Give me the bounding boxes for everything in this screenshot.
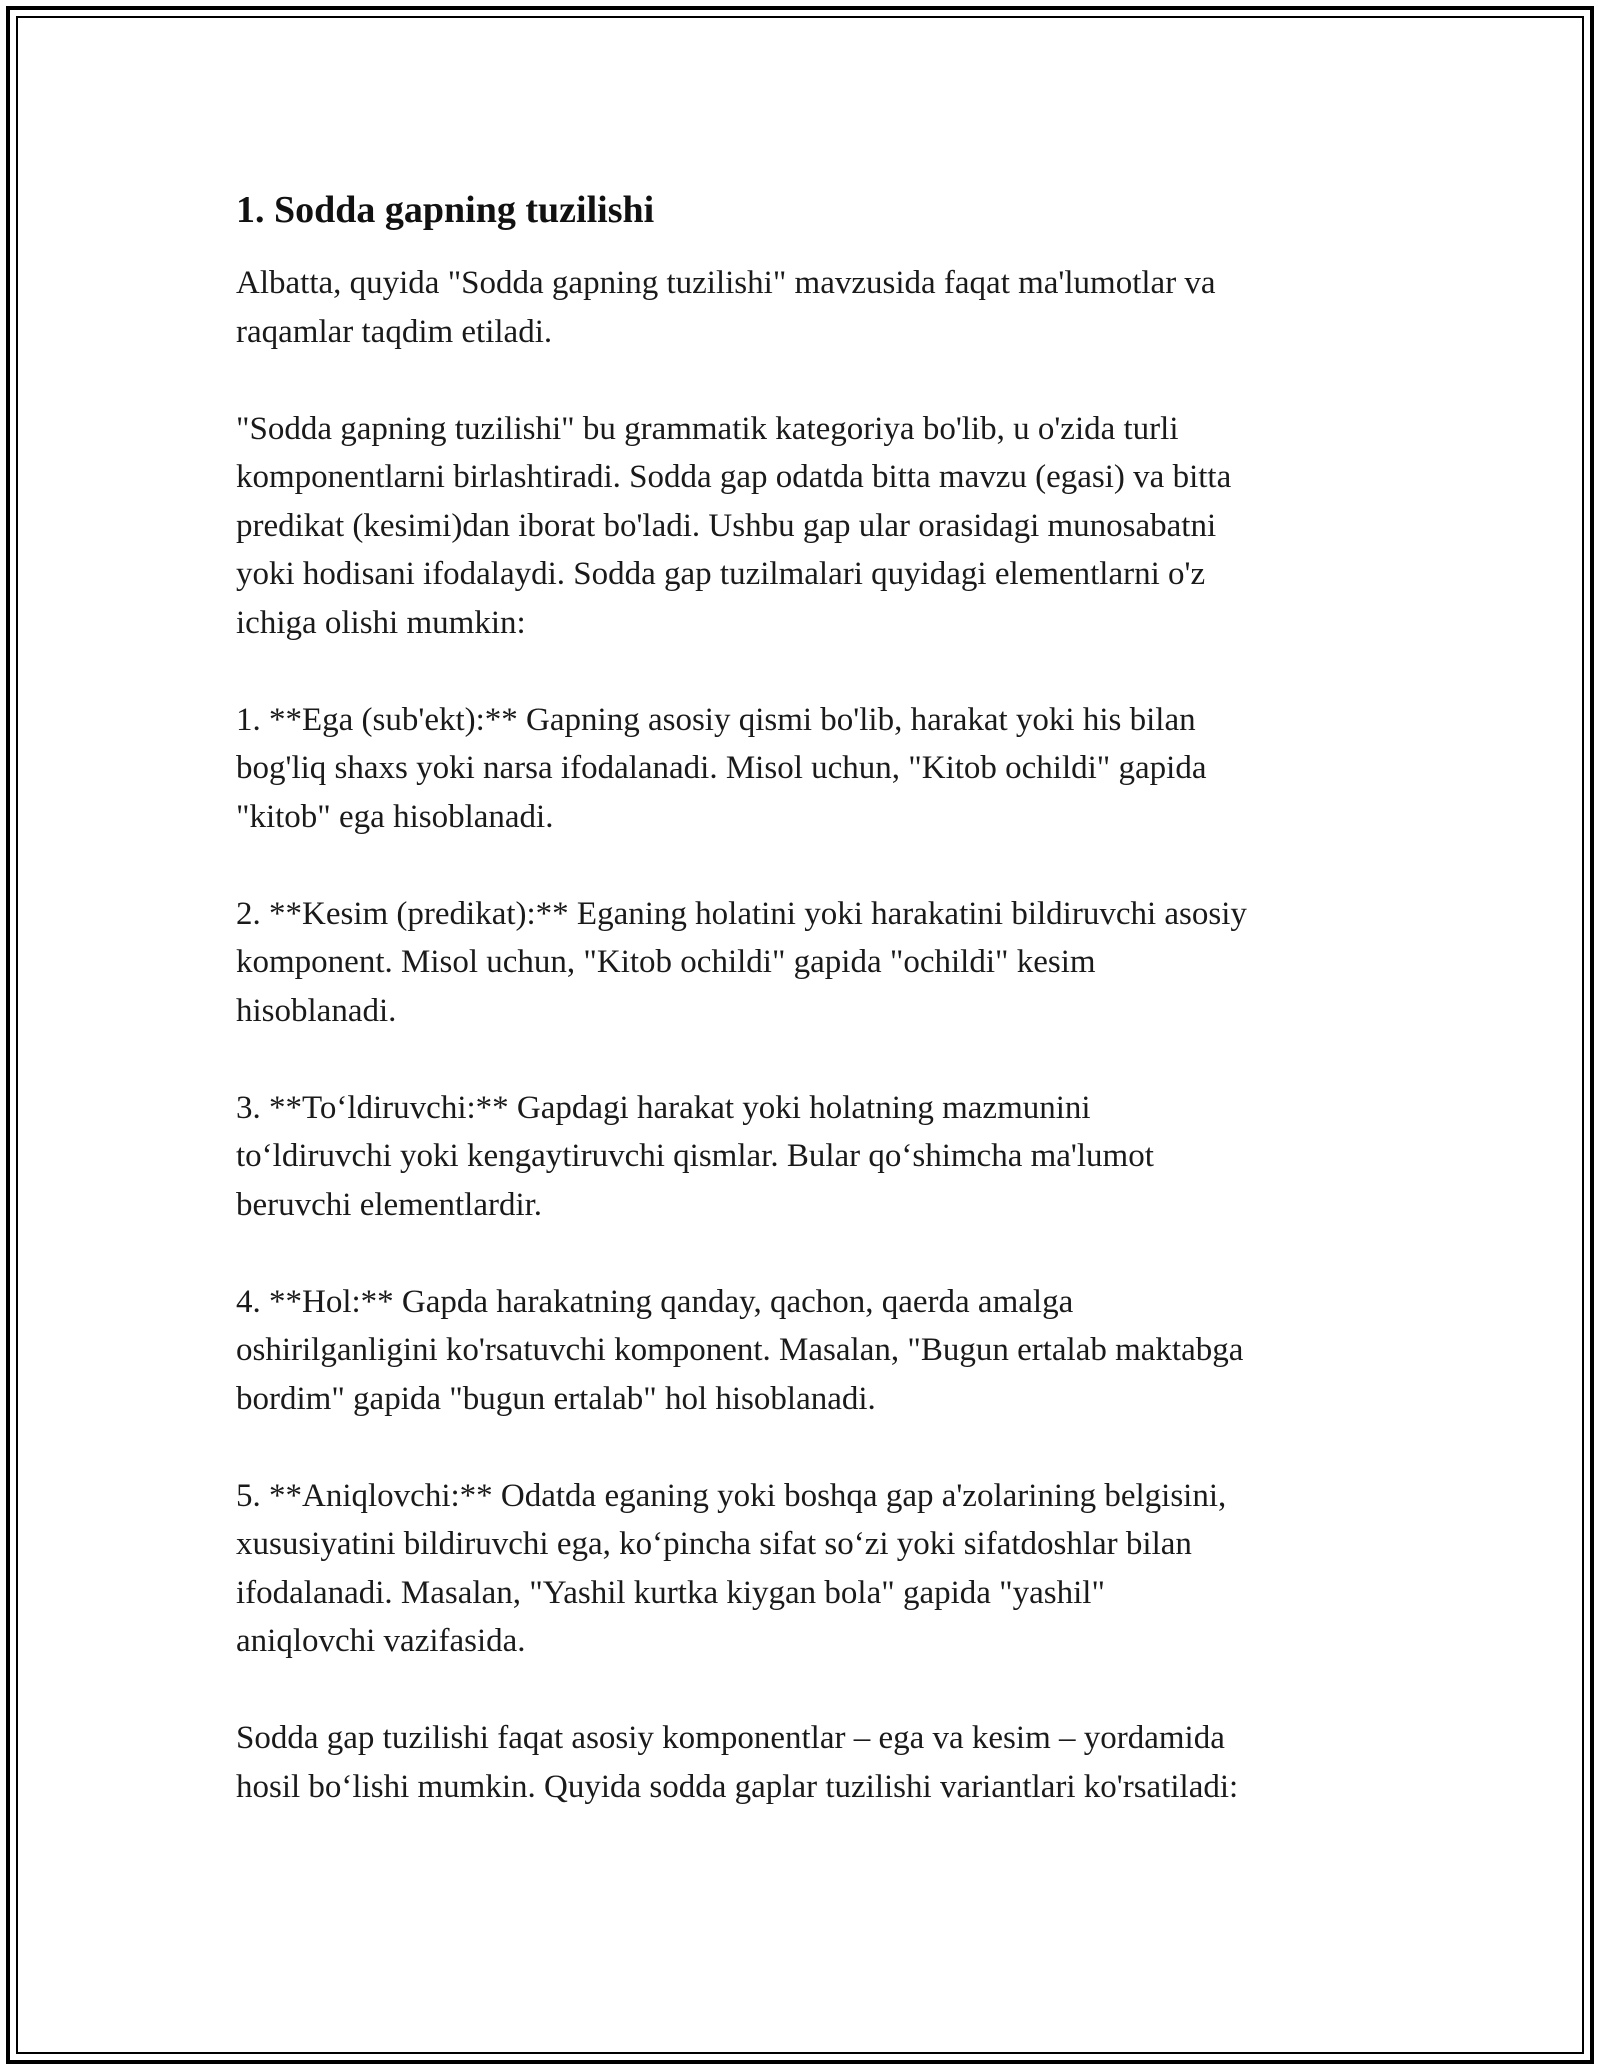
- definition-paragraph: "Sodda gapning tuzilishi" bu grammatik kategoriya bo'lib, u o'zida turli komponentlarni birlashtiradi. Sodda gap odatda bitta mavzu (egasi) va bitta predikat (kesimi)dan iborat bo'ladi. Ushbu gap ular orasidagi munosabatni yoki hodisani ifodalaydi. Sodda gap tuzilmalari quyidagi elementlarni o'z ichiga olishi mumkin:: [236, 410, 1232, 641]
- page-title: 1. Sodda gapning tuzilishi: [236, 189, 655, 231]
- document-body: [236, 186, 1376, 1860]
- list-item-toldiruvchi: 3. **To‘ldiruvchi:** Gapdagi harakat yoki holatning mazmunini to‘ldiruvchi yoki kengaytiruvchi qismlar. Bular qo‘shimcha ma'lumot beruvchi elementlardir.: [236, 1089, 1154, 1223]
- list-item-aniqlovchi: 5. **Aniqlovchi:** Odatda eganing yoki boshqa gap a'zolarining belgisini, xususiyatini bildiruvchi ega, ko‘pincha sifat so‘zi yoki sifatdoshlar bilan ifodalanadi. Masalan, "Yashil kurtka kiygan bola" gapida "yashil" aniqlovchi vazifasida.: [236, 1477, 1227, 1659]
- list-item-kesim: 2. **Kesim (predikat):** Eganing holatini yoki harakatini bildiruvchi asosiy komponent. Misol uchun, "Kitob ochildi" gapida "ochildi" kesim hisoblanadi.: [236, 895, 1247, 1029]
- list-item-hol: 4. **Hol:** Gapda harakatning qanday, qachon, qaerda amalga oshirilganligini ko'rsatuvchi komponent. Masalan, "Bugun ertalab maktabga bordim" gapida "bugun ertalab" hol hisoblanadi.: [236, 1283, 1244, 1417]
- list-item-ega: 1. **Ega (sub'ekt):** Gapning asosiy qismi bo'lib, harakat yoki his bilan bog'liq shaxs yoki narsa ifodalanadi. Misol uchun, "Kitob ochildi" gapida "kitob" ega hisoblanadi.: [236, 701, 1207, 835]
- closing-paragraph: Sodda gap tuzilishi faqat asosiy komponentlar – ega va kesim – yordamida hosil bo‘lishi mumkin. Quyida sodda gaplar tuzilishi variantlari ko'rsatiladi:: [236, 1720, 1239, 1805]
- intro-paragraph: Albatta, quyida "Sodda gapning tuzilishi" mavzusida faqat ma'lumotlar va raqamlar taqdim etiladi.: [236, 265, 1216, 350]
